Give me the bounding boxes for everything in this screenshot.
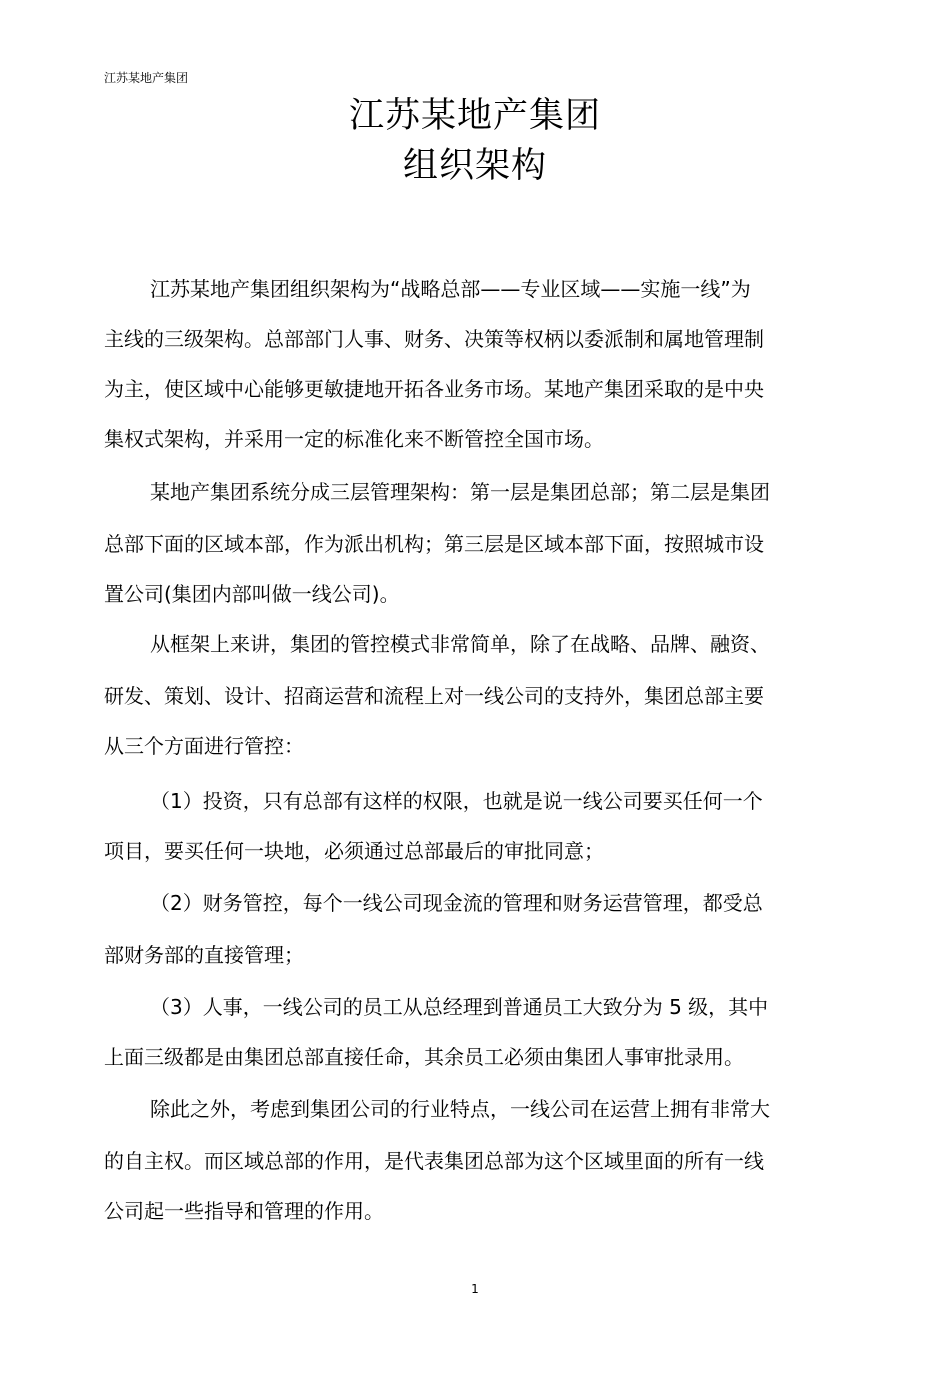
body-line: （2）财务管控，每个一线公司现金流的管理和财务运营管理，都受总 xyxy=(150,891,763,915)
body-line: 项目，要买任何一块地，必须通过总部最后的审批同意； xyxy=(104,839,604,863)
body-line: 置公司(集团内部叫做一线公司)。 xyxy=(104,582,400,606)
body-line: 公司起一些指导和管理的作用。 xyxy=(104,1199,384,1223)
body-line: 除此之外，考虑到集团公司的行业特点，一线公司在运营上拥有非常大 xyxy=(150,1097,770,1121)
body-line: 总部下面的区域本部，作为派出机构；第三层是区域本部下面，按照城市设 xyxy=(104,532,764,556)
body-line: 部财务部的直接管理； xyxy=(104,943,304,967)
body-line: 某地产集团系统分成三层管理架构：第一层是集团总部；第二层是集团 xyxy=(150,480,770,504)
page-number: 1 xyxy=(471,1282,479,1296)
title-line-1: 江苏某地产集团 xyxy=(348,96,601,136)
body-line: 上面三级都是由集团总部直接任命，其余员工必须由集团人事审批录用。 xyxy=(104,1045,744,1069)
body-line: 从框架上来讲，集团的管控模式非常简单，除了在战略、品牌、融资、 xyxy=(150,632,770,656)
body-line: （1）投资，只有总部有这样的权限，也就是说一线公司要买任何一个 xyxy=(150,789,763,813)
body-line: （3）人事，一线公司的员工从总经理到普通员工大致分为 5 级，其中 xyxy=(150,995,769,1019)
body-line: 的自主权。而区域总部的作用，是代表集团总部为这个区域里面的所有一线 xyxy=(104,1149,764,1173)
title-line-2: 组织架构 xyxy=(402,146,547,186)
body-line: 为主，使区域中心能够更敏捷地开拓各业务市场。某地产集团采取的是中央 xyxy=(104,377,764,401)
body-line: 江苏某地产集团组织架构为“战略总部——专业区域——实施一线”为 xyxy=(150,277,751,301)
body-line: 集权式架构，并采用一定的标准化来不断管控全国市场。 xyxy=(104,427,604,451)
body-line: 研发、策划、设计、招商运营和流程上对一线公司的支持外，集团总部主要 xyxy=(104,684,764,708)
body-line: 从三个方面进行管控： xyxy=(104,734,304,758)
body-line: 主线的三级架构。总部部门人事、财务、决策等权柄以委派制和属地管理制 xyxy=(104,327,764,351)
header-text: 江苏某地产集团 xyxy=(104,71,189,85)
